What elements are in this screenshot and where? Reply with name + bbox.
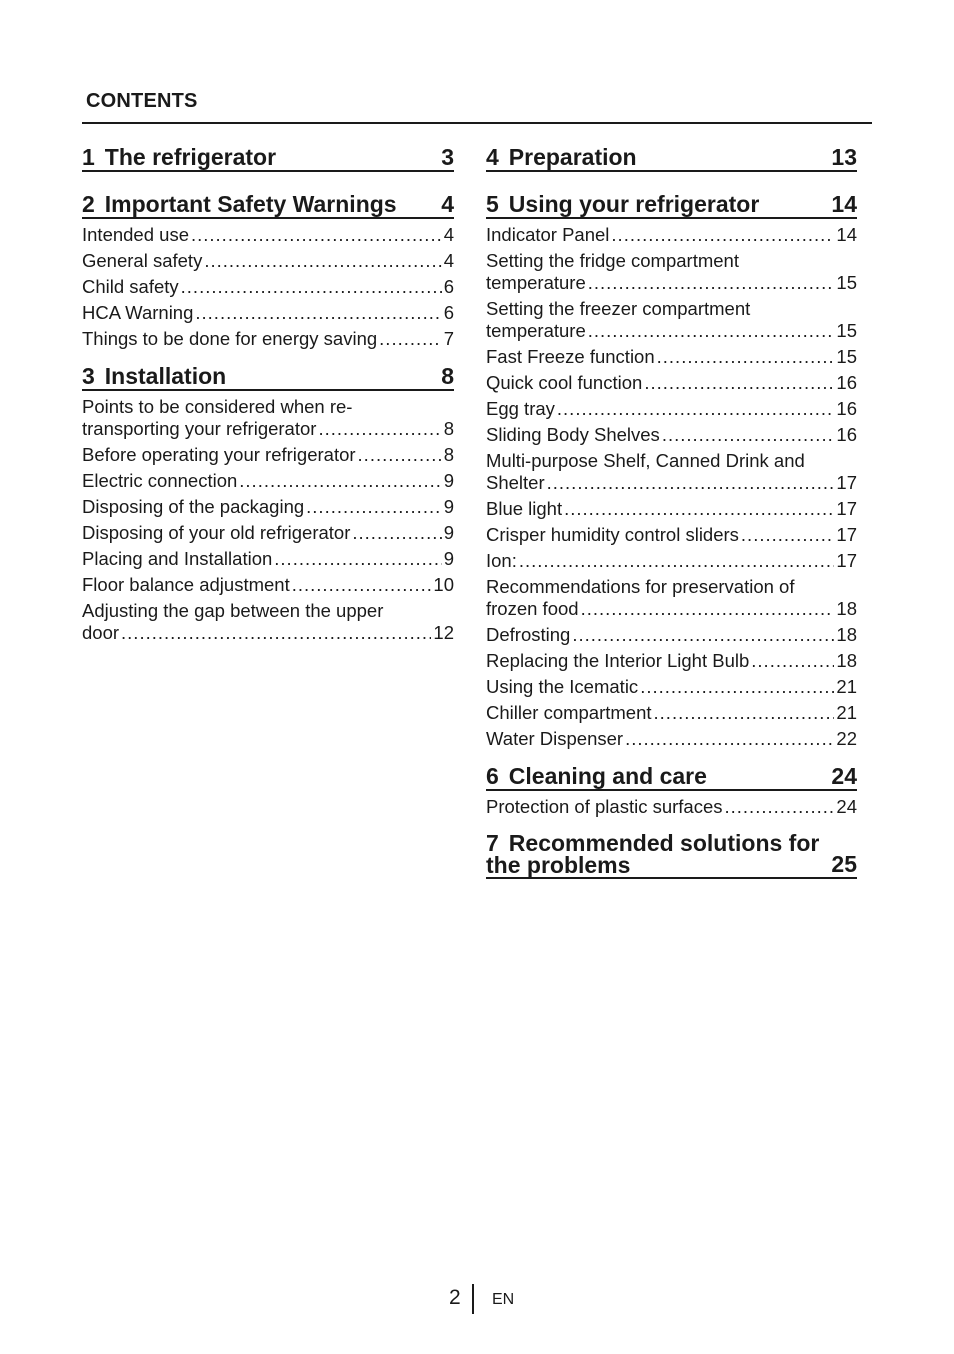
toc-entry[interactable]: [486, 424, 857, 446]
section-heading-3[interactable]: [82, 364, 454, 391]
section-title: [82, 364, 226, 388]
toc-entry-page: 18: [836, 624, 857, 645]
section-title-text: Recommended solutions for the problems: [486, 830, 820, 878]
section-page-number: 3: [441, 144, 454, 170]
toc-entry[interactable]: [486, 796, 857, 818]
dot-leader: [611, 224, 834, 246]
toc-entry[interactable]: [82, 328, 454, 350]
dot-leader: [657, 346, 835, 368]
toc-entry-text: Shelter: [486, 472, 545, 493]
toc-entry-last-line: [82, 224, 454, 246]
toc-entry-page: 17: [836, 472, 857, 493]
toc-entry[interactable]: [82, 276, 454, 298]
toc-entry-text: Quick cool function: [486, 372, 643, 393]
toc-entry[interactable]: [486, 624, 857, 646]
toc-entry-text: Setting the fridge compartment: [486, 250, 739, 271]
toc-entry-last-line: [82, 622, 454, 644]
dot-leader: [741, 524, 835, 546]
toc-entry-page: 21: [836, 702, 857, 723]
section-number: 2: [82, 191, 95, 217]
dot-leader: [239, 470, 441, 492]
toc-entry[interactable]: [486, 702, 857, 724]
toc-entry[interactable]: [486, 550, 857, 572]
toc-entry-text: Defrosting: [486, 624, 571, 645]
dot-leader: [379, 328, 442, 350]
dot-leader: [121, 622, 431, 644]
toc-entry-text: General safety: [82, 250, 203, 271]
toc-entry-text: Water Dispenser: [486, 728, 624, 749]
dot-leader: [588, 320, 835, 342]
toc-entry-page: 15: [836, 320, 857, 341]
section-entries: [82, 219, 454, 350]
toc-entry-last-line: [82, 548, 454, 570]
toc-entry-text: transporting your refrigerator: [82, 418, 317, 439]
section-title: [486, 832, 831, 876]
footer-language: EN: [492, 1291, 515, 1308]
toc-entry-text: Before operating your refrigerator: [82, 444, 356, 465]
toc-entry-last-line: [486, 676, 857, 698]
toc-entry-last-line: [82, 276, 454, 298]
section-heading-1[interactable]: [82, 145, 454, 172]
footer-divider: [472, 1284, 474, 1314]
toc-left-column: [82, 145, 454, 658]
dot-leader: [725, 796, 835, 818]
toc-entry-text: Chiller compartment: [486, 702, 652, 723]
toc-entry[interactable]: [486, 250, 857, 294]
toc-entry-text: Using the Icematic: [486, 676, 639, 697]
footer-page-number: 2: [449, 1286, 461, 1309]
dot-leader: [191, 224, 442, 246]
toc-entry-last-line: [486, 498, 857, 520]
toc-entry-page: 14: [836, 224, 857, 245]
toc-entry[interactable]: [82, 302, 454, 324]
toc-entry[interactable]: [486, 346, 857, 368]
toc-entry-page: 9: [443, 522, 454, 543]
dot-leader: [564, 498, 834, 520]
toc-entry-last-line: [486, 224, 857, 246]
toc-entry[interactable]: [82, 224, 454, 246]
toc-entry-page: 21: [836, 676, 857, 697]
toc-entry-text: temperature: [486, 272, 586, 293]
section-number: 6: [486, 763, 499, 789]
dot-leader: [654, 702, 835, 724]
toc-entry-page: 6: [443, 302, 454, 323]
dot-leader: [181, 276, 442, 298]
dot-leader: [572, 624, 834, 646]
toc-entry[interactable]: [486, 650, 857, 672]
section-title-text: Installation: [104, 363, 227, 389]
toc-entry-text: Things to be done for energy saving: [82, 328, 378, 349]
toc-entry-last-line: [486, 424, 857, 446]
toc-entry-text: Adjusting the gap between the upper: [82, 600, 384, 621]
toc-entry-page: 15: [836, 346, 857, 367]
toc-entry-last-line: [82, 328, 454, 350]
toc-entry[interactable]: [486, 372, 857, 394]
section-number: 3: [82, 363, 95, 389]
toc-entry-page: 24: [836, 796, 857, 817]
toc-entry[interactable]: [82, 444, 454, 466]
toc-entry-last-line: [486, 624, 857, 646]
top-divider: [82, 122, 872, 124]
toc-entry-last-line: [486, 796, 857, 818]
toc-entry-page: 9: [443, 548, 454, 569]
toc-entry[interactable]: [82, 574, 454, 596]
toc-entry-last-line: [486, 650, 857, 672]
section-heading-7[interactable]: [486, 832, 857, 879]
toc-entry-last-line: [82, 574, 454, 596]
toc-entry-last-line: [486, 702, 857, 724]
toc-entry-last-line: [82, 418, 454, 440]
dot-leader: [306, 496, 442, 518]
toc-entry[interactable]: [82, 600, 454, 644]
toc-entry-text: Ion:: [486, 550, 517, 571]
toc-entry[interactable]: [486, 576, 857, 620]
section-heading-2[interactable]: [82, 192, 454, 219]
dot-leader: [352, 522, 441, 544]
toc-entry-text: Floor balance adjustment: [82, 574, 290, 595]
dot-leader: [588, 272, 835, 294]
toc-entry-last-line: [82, 444, 454, 466]
toc-entry[interactable]: [486, 450, 857, 494]
toc-entry-last-line: [486, 320, 857, 342]
toc-right-column: [486, 145, 857, 899]
section-title: [486, 145, 637, 169]
section-title-text: Using your refrigerator: [508, 191, 760, 217]
dot-leader: [519, 550, 835, 572]
section-entries: [82, 391, 454, 644]
toc-entry-page: 16: [836, 398, 857, 419]
toc-entry[interactable]: [486, 728, 857, 750]
toc-entry-text: temperature: [486, 320, 586, 341]
section-number: 7: [486, 830, 499, 856]
toc-entry-page: 6: [443, 276, 454, 297]
toc-entry[interactable]: [486, 676, 857, 698]
section-title: [82, 192, 397, 216]
toc-entry-text: Disposing of your old refrigerator: [82, 522, 351, 543]
toc-entry-page: 12: [433, 622, 454, 643]
toc-entry-page: 8: [443, 444, 454, 465]
toc-entry-text: Egg tray: [486, 398, 555, 419]
section-title: [82, 145, 276, 169]
dot-leader: [358, 444, 442, 466]
toc-entry-text: Crisper humidity control sliders: [486, 524, 739, 545]
toc-entry-page: 15: [836, 272, 857, 293]
toc-entry[interactable]: [486, 524, 857, 546]
dot-leader: [557, 398, 835, 420]
toc-entry-text: Child safety: [82, 276, 179, 297]
toc-entry-last-line: [486, 472, 857, 494]
section-heading-6[interactable]: [486, 764, 857, 791]
section-entries: [486, 791, 857, 818]
toc-entry-last-line: [486, 598, 857, 620]
dot-leader: [625, 728, 834, 750]
section-number: 1: [82, 144, 95, 170]
section-title: [486, 192, 759, 216]
section-number: 4: [486, 144, 499, 170]
section-title-text: Cleaning and care: [508, 763, 707, 789]
toc-entry[interactable]: [82, 522, 454, 544]
toc-entry[interactable]: [82, 250, 454, 272]
section-number: 5: [486, 191, 499, 217]
toc-entry[interactable]: [486, 498, 857, 520]
section-title-text: The refrigerator: [104, 144, 277, 170]
toc-entry-page: 9: [443, 496, 454, 517]
dot-leader: [644, 372, 834, 394]
toc-entry-page: 4: [443, 250, 454, 271]
toc-entry-text: Protection of plastic surfaces: [486, 796, 723, 817]
toc-entry-text: Blue light: [486, 498, 563, 519]
toc-entry[interactable]: [82, 396, 454, 440]
toc-entry-text: frozen food: [486, 598, 579, 619]
toc-entry[interactable]: [82, 496, 454, 518]
toc-entry-page: 10: [433, 574, 454, 595]
toc-entry-last-line: [82, 522, 454, 544]
toc-entry-text: Intended use: [82, 224, 189, 245]
contents-heading: CONTENTS: [86, 90, 198, 112]
toc-entry-page: 17: [836, 524, 857, 545]
dot-leader: [204, 250, 441, 272]
toc-entry-text: Replacing the Interior Light Bulb: [486, 650, 750, 671]
section-entries: [486, 219, 857, 750]
toc-entry-page: 18: [836, 650, 857, 671]
toc-entry-text: Electric connection: [82, 470, 238, 491]
toc-entry[interactable]: [82, 548, 454, 570]
dot-leader: [640, 676, 834, 698]
toc-entry-text: door: [82, 622, 120, 643]
section-heading-5[interactable]: [486, 192, 857, 219]
toc-entry-text: Setting the freezer compartment: [486, 298, 751, 319]
section-page-number: 8: [441, 363, 454, 389]
toc-entry-text: Points to be considered when re-: [82, 396, 353, 417]
toc-entry-page: 4: [443, 224, 454, 245]
toc-entry-last-line: [486, 550, 857, 572]
toc-entry-last-line: [82, 250, 454, 272]
toc-entry-last-line: [486, 272, 857, 294]
section-page-number: 14: [831, 191, 857, 217]
dot-leader: [751, 650, 834, 672]
toc-entry[interactable]: [486, 224, 857, 246]
toc-entry-text: HCA Warning: [82, 302, 194, 323]
toc-entry[interactable]: [82, 470, 454, 492]
toc-entry-page: 7: [443, 328, 454, 349]
section-title-text: Preparation: [508, 144, 637, 170]
toc-entry[interactable]: [486, 298, 857, 342]
toc-entry-page: 18: [836, 598, 857, 619]
toc-entry-last-line: [486, 524, 857, 546]
toc-entry-text: Fast Freeze function: [486, 346, 655, 367]
toc-entry-page: 17: [836, 550, 857, 571]
dot-leader: [581, 598, 835, 620]
dot-leader: [547, 472, 835, 494]
toc-entry-last-line: [82, 470, 454, 492]
toc-entry-last-line: [486, 728, 857, 750]
section-page-number: 13: [831, 144, 857, 170]
toc-entry-page: 9: [443, 470, 454, 491]
toc-entry-page: 22: [836, 728, 857, 749]
toc-entry-text: Sliding Body Shelves: [486, 424, 660, 445]
section-title: [486, 764, 707, 788]
section-title-text: Important Safety Warnings: [104, 191, 397, 217]
dot-leader: [195, 302, 441, 324]
toc-entry-last-line: [486, 398, 857, 420]
toc-entry-text: Indicator Panel: [486, 224, 610, 245]
toc-entry-page: 16: [836, 424, 857, 445]
toc-entry-last-line: [486, 346, 857, 368]
toc-entry-text: Multi-purpose Shelf, Canned Drink and: [486, 450, 805, 471]
toc-entry-page: 17: [836, 498, 857, 519]
toc-entry-text: Recommendations for preservation of: [486, 576, 795, 597]
toc-entry-page: 8: [443, 418, 454, 439]
dot-leader: [274, 548, 441, 570]
section-page-number: 4: [441, 191, 454, 217]
toc-entry-text: Disposing of the packaging: [82, 496, 305, 517]
dot-leader: [292, 574, 432, 596]
section-page-number: 25: [831, 851, 857, 877]
toc-entry-text: Placing and Installation: [82, 548, 273, 569]
dot-leader: [662, 424, 835, 446]
toc-entry-page: 16: [836, 372, 857, 393]
section-heading-4[interactable]: [486, 145, 857, 172]
toc-entry[interactable]: [486, 398, 857, 420]
section-page-number: 24: [831, 763, 857, 789]
dot-leader: [318, 418, 441, 440]
toc-entry-last-line: [82, 302, 454, 324]
toc-entry-last-line: [486, 372, 857, 394]
toc-entry-last-line: [82, 496, 454, 518]
